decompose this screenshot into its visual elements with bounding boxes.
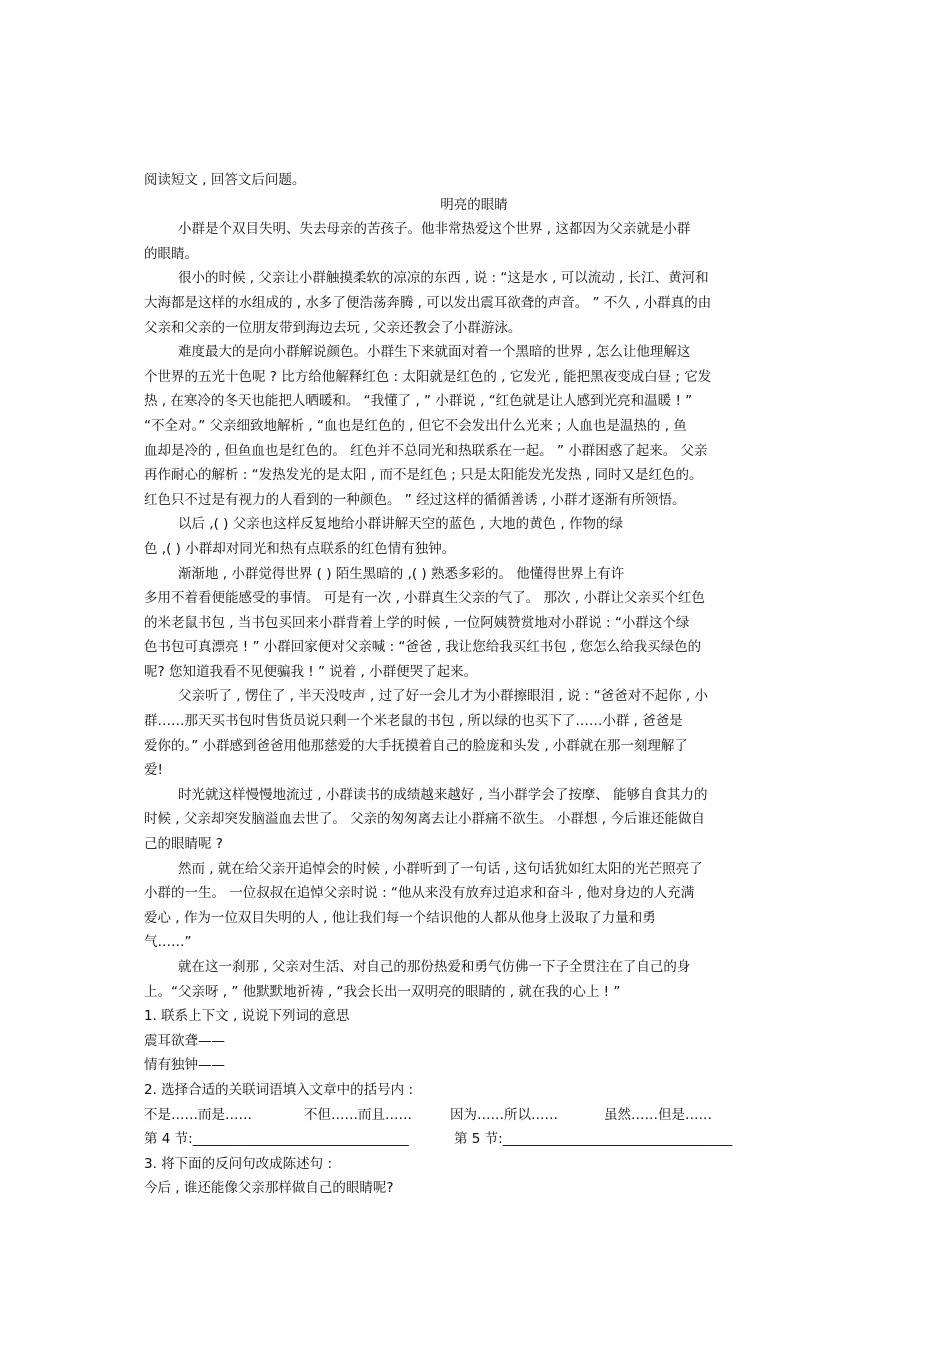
paragraph-line: 呢? 您知道我看不见便骗我 ! ” 说着 , 小群便哭了起来。 <box>144 663 478 680</box>
question-2-options <box>144 1103 804 1128</box>
paragraph-6 <box>144 684 804 782</box>
paragraph-line: 父亲和父亲的一位朋友带到海边去玩 , 父亲还教会了小群游泳。 <box>144 319 522 336</box>
paragraph-line: 爱! <box>144 762 163 779</box>
paragraph-line: 大海都是这样的水组成的 , 水多了便浩荡奔腾 , 可以发出震耳欲聋的声音。 ” 不久 , 小群真的由 <box>144 294 712 311</box>
paragraph-line: 个世界的五光十色呢 ? 比方给他解释红色 : 太阳就是红色的 , 它发光 , 能把黑夜变成白昼 ; 它发 <box>144 368 712 385</box>
paragraph-line: 热 , 在寒冷的冬天也能把人晒暖和。 “我懂了 , ” 小群说 , “红色就是让人感到光亮和温暖 ! ” <box>144 393 693 410</box>
paragraph-line: 小群的一生。 一位叔叔在追悼父亲时说 : “他从来没有放弃过追求和奋斗 , 他对身边的人充满 <box>144 885 695 902</box>
paragraph-line: 父亲听了 , 愣住了 , 半天没吱声 , 过了好一会儿才为小群擦眼泪 , 说 : “爸爸对不起你 , 小 <box>178 688 708 705</box>
paragraph-line: 很小的时候 , 父亲让小群触摸柔软的凉凉的东西 , 说 : “这是水 , 可以流动 , 长江、黄河和 <box>178 270 709 287</box>
option-1: 不是……而是…… <box>144 1106 252 1123</box>
question-1: 1. 联系上下文 , 说说下列词的意思 <box>144 1008 350 1025</box>
paragraph-5 <box>144 562 804 685</box>
paragraph-line: 血却是冷的 , 但鱼血也是红色的。 红色并不总同光和热联系在一起。 ” 小群困惑了起来。 父亲 <box>144 442 708 459</box>
paragraph-line: 渐渐地 , 小群觉得世界 ( ) 陌生黑暗的 ,( ) 熟悉多彩的。 他懂得世界上有许 <box>178 565 625 582</box>
question-3-sentence: 今后 , 谁还能像父亲那样做自己的眼睛呢? <box>144 1180 394 1197</box>
paragraph-2 <box>144 266 804 340</box>
paragraph-line: 难度最大的是向小群解说颜色。小群生下来就面对着一个黑暗的世界 , 怎么让他理解这 <box>178 344 691 361</box>
paragraph-line: 色书包可真漂亮 ! ” 小群回家便对父亲喊 : “爸爸 , 我让您给我买红书包 , 您怎么给我买绿色的 <box>144 639 702 656</box>
question-3: 3. 将下面的反问句改成陈述句 : <box>144 1155 333 1172</box>
document-page <box>144 168 804 1201</box>
paragraph-7 <box>144 783 804 857</box>
paragraph-line: 小群是个双目失明、失去母亲的苦孩子。他非常热爱这个世界 , 这都因为父亲就是小群 <box>178 221 691 238</box>
paragraph-line: 群……那天买书包时售货员说只剩一个米老鼠的书包 , 所以绿的也买下了……小群 , 爸爸是 <box>144 713 683 730</box>
paragraph-line: 的米老鼠书包 , 当书包买回来小群背着上学的时候 , 一位阿姨赞赏地对小群说 : “小群这个绿 <box>144 614 690 631</box>
paragraph-line: 多用不着看便能感受的事情。 可是有一次 , 小群真生父亲的气了。 那次 , 小群让父亲买个红色 <box>144 590 705 607</box>
paragraph-line: 时候 , 父亲却突发脑溢血去世了。 父亲的匆匆离去让小群痛不欲生。 小群想 , 今后谁还能做自 <box>144 811 705 828</box>
paragraph-line: 爱你的。” 小群感到爸爸用他那慈爱的大手抚摸着自己的脸庞和头发 , 小群就在那一刻理解了 <box>144 737 688 754</box>
story-title: 明亮的眼睛 <box>440 196 508 213</box>
paragraph-3 <box>144 340 804 512</box>
fill-section-5: 第 5 节:__________________________________ <box>454 1131 733 1148</box>
question-2: 2. 选择合适的关联词语填入文章中的括号内 : <box>144 1081 414 1098</box>
paragraph-line: 己的眼睛呢 ? <box>144 836 223 853</box>
option-2: 不但……而且…… <box>304 1106 412 1123</box>
question-2-fill-lines <box>144 1127 804 1152</box>
paragraph-line: 红色只不过是有视力的人看到的一种颜色。 ” 经过这样的循循善诱 , 小群才逐渐有所领悟。 <box>144 491 686 508</box>
option-3: 因为……所以…… <box>450 1106 558 1123</box>
paragraph-1 <box>144 217 804 266</box>
paragraph-line: 上。“父亲呀 , ” 他默默地祈祷 , “我会长出一双明亮的眼睛的 , 就在我的心上 ! ” <box>144 983 621 1000</box>
option-4: 虽然……但是…… <box>604 1106 712 1123</box>
paragraph-line: 色 ,( ) 小群却对同光和热有点联系的红色情有独钟。 <box>144 540 456 557</box>
paragraph-4 <box>144 512 804 561</box>
paragraph-line: 爱心 , 作为一位双目失明的人 , 他让我们每一个结识他的人都从他身上汲取了力量和勇 <box>144 909 656 926</box>
question-1-word-1: 震耳欲聋—— <box>144 1032 225 1049</box>
paragraph-line: 气……” <box>144 934 192 951</box>
instruction: 阅读短文 , 回答文后问题。 <box>144 172 306 188</box>
paragraph-line: 就在这一刹那 , 父亲对生活、对自己的那份热爱和勇气仿佛一下子全贯注在了自己的身 <box>178 959 691 975</box>
paragraph-line: “不全对。” 父亲细致地解析 , “血也是红色的 , 但它不会发出什么光来 ; 人血也是温热的 , 鱼 <box>144 417 687 434</box>
fill-section-4: 第 4 节:________________________________ <box>144 1131 409 1148</box>
paragraph-9 <box>144 955 804 1004</box>
paragraph-line: 的眼睛。 <box>144 245 198 262</box>
paragraph-line: 然而 , 就在给父亲开追悼会的时候 , 小群听到了一句话 , 这句话犹如红太阳的光芒照亮了 <box>178 860 703 877</box>
paragraph-8 <box>144 857 804 955</box>
paragraph-line: 时光就这样慢慢地流过 , 小群读书的成绩越来越好 , 当小群学会了按摩、 能够自食其力的 <box>178 786 708 803</box>
question-1-word-2: 情有独钟—— <box>144 1057 225 1074</box>
paragraph-line: 再作耐心的解析 : “发热发光的是太阳 , 而不是红色 ; 只是太阳能发光发热 , 同时又是红色的。 <box>144 467 703 484</box>
paragraph-line: 以后 ,( ) 父亲也这样反复地给小群讲解天空的蓝色 , 大地的黄色 , 作物的绿 <box>178 516 623 533</box>
